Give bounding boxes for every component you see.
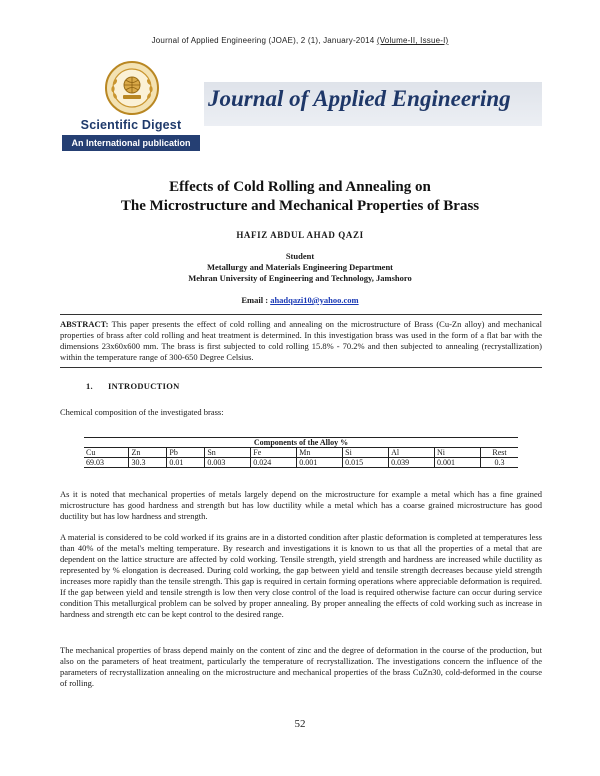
affiliation-department: Metallurgy and Materials Engineering Department bbox=[206, 262, 394, 272]
affiliation-role: Student bbox=[285, 251, 315, 261]
table-header-cell: Si bbox=[343, 448, 389, 458]
table-cell: 0.015 bbox=[343, 458, 389, 468]
section-heading-introduction bbox=[86, 381, 180, 391]
affiliation-university: Mehran University of Engineering and Technology, Jamshoro bbox=[188, 273, 412, 283]
table-row bbox=[84, 458, 518, 468]
paper-title-line-1: Effects of Cold Rolling and Annealing on bbox=[169, 179, 431, 195]
table-cell: 0.3 bbox=[480, 458, 518, 468]
table-header-cell: Pb bbox=[167, 448, 205, 458]
body-paragraph-2: A material is considered to be cold worked if its grains are in a distorted condition after plastic deformation is completed at temperatures less than 40% of the metal's melting temperature. By research and investigations it is known to us that all the properties of a metal that are dependent on the lattice structure are affected by cold working. Tensile strength, yield strength and hardness are increased while ductility as represented by % elongation is decreased. During cold working, the gap between yield and tensile strength decreases because yield strength increases more rapidly than the tensile strength. This gap is required in certain forming operations where appreciable deformation is required. If the gap between yield and tensile strength is low then very close control of the load is required otherwise facture can occur during service condition This metallurgical problem can be solved by proper annealing. By proper annealing the effects of cold working such as increase in hardness and strength etc can be kept control to the desired range. bbox=[60, 532, 542, 619]
publisher-logo bbox=[62, 58, 200, 154]
author-name: HAFIZ ABDUL AHAD QAZI bbox=[236, 230, 364, 240]
page-number: 52 bbox=[294, 718, 306, 730]
section-title: INTRODUCTION bbox=[108, 381, 180, 391]
abstract bbox=[60, 314, 542, 368]
table-header-cell: Cu bbox=[84, 448, 129, 458]
journal-title: Journal of Applied Engineering bbox=[208, 86, 511, 111]
body-paragraph-1: As it is noted that mechanical properties of metals largely depend on the microstructure for example a metal which has a fine grained microstructure has good hardness and strength but has low ductility while a metal which has a coarse grained microstructure has good ductility but has low hardness and strength. bbox=[60, 489, 542, 521]
running-head-text: Journal of Applied Engineering (JOAE), 2 (1), January-2014 bbox=[151, 36, 377, 45]
publisher-name: Scientific Digest bbox=[80, 118, 182, 132]
table-cell: 0.003 bbox=[205, 458, 251, 468]
table-header-cell: Al bbox=[389, 448, 435, 458]
table-caption: Components of the Alloy % bbox=[84, 438, 518, 448]
table-cell: 0.001 bbox=[297, 458, 343, 468]
table-header-row bbox=[84, 448, 518, 458]
table-header-cell: Ni bbox=[435, 448, 481, 458]
table-cell: 0.039 bbox=[389, 458, 435, 468]
volume-issue: (Volume-II, Issue-I) bbox=[376, 36, 449, 45]
journal-banner bbox=[60, 58, 542, 156]
table-header-cell: Sn bbox=[205, 448, 251, 458]
abstract-text: This paper presents the effect of cold rolling and annealing on the microstructure of Brass (Cu-Zn alloy) and mechanical properties of brass after cold rolling and heat treatment is determined. In this investigation brass was used in the form of a flat bar with the dimensions 23x60x600 mm. The brass is first subjected to cold rolling 15.8% - 70.2% and then subjected to annealing (recrystallization) within the temperature range of 300-650 Degree Celsius. bbox=[60, 319, 542, 362]
table-header-cell: Fe bbox=[251, 448, 297, 458]
table-header-cell: Rest bbox=[480, 448, 518, 458]
alloy-composition-table bbox=[84, 437, 518, 468]
table-cell: 0.001 bbox=[435, 458, 481, 468]
table-cell: 0.01 bbox=[167, 458, 205, 468]
email-link[interactable]: ahadqazi10@yahoo.com bbox=[270, 295, 359, 305]
publisher-tagline: An International publication bbox=[62, 135, 200, 151]
table-cell: 30.3 bbox=[129, 458, 167, 468]
body-paragraph-3: The mechanical properties of brass depend mainly on the content of zinc and the degree of deformation in the course of the production, but also on the parameters of heat treatment, particularly the temperature of recrystallization. The investigations concern the influence of the parameters of recrystallization annealing on the microstructure and mechanical properties of the brass CuZn30, cold-deformed in the course of rolling. bbox=[60, 645, 542, 688]
table-cell: 0.024 bbox=[251, 458, 297, 468]
email-label: Email : bbox=[241, 295, 271, 305]
paper-title bbox=[0, 178, 600, 216]
table-cell: 69.03 bbox=[84, 458, 129, 468]
paper-title-line-2: The Microstructure and Mechanical Properties of Brass bbox=[120, 198, 480, 214]
seal-icon bbox=[104, 60, 160, 116]
section-number: 1. bbox=[86, 381, 93, 391]
table-header-cell: Mn bbox=[297, 448, 343, 458]
abstract-label: ABSTRACT: bbox=[60, 319, 109, 329]
chemical-composition-intro: Chemical composition of the investigated brass: bbox=[60, 407, 224, 417]
email-line bbox=[0, 295, 600, 305]
table-header-cell: Zn bbox=[129, 448, 167, 458]
running-head bbox=[0, 36, 600, 45]
table-caption-row bbox=[84, 438, 518, 448]
affiliation bbox=[0, 251, 600, 284]
